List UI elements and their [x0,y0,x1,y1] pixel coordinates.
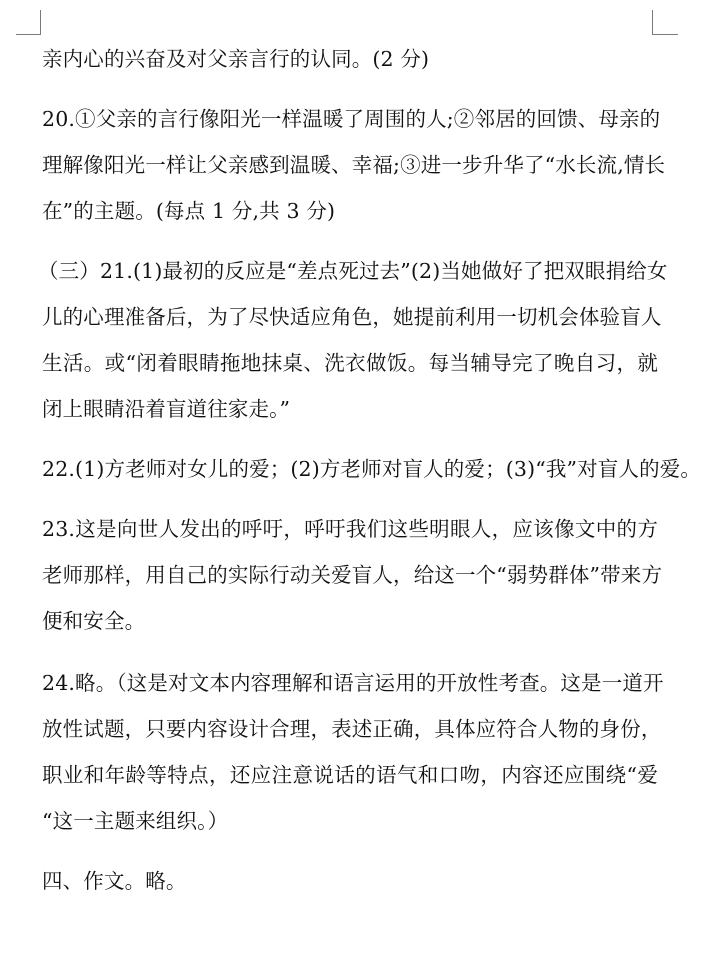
answer-line-5: （三）21.(1)最初的反应是“差点死过去”(2)当她做好了把双眼捐给女 [38,259,668,283]
answer-line-14: 放性试题，只要内容设计合理，表述正确，具体应符合人物的身份， [42,717,662,741]
answer-line-1: 亲内心的兴奋及对父亲言行的认同。(2 分) [42,47,430,71]
answer-line-16: “这一主题来组织。） [42,809,229,833]
answer-line-3: 理解像阳光一样让父亲感到温暖、幸福;③进一步升华了“水长流,情长 [42,153,666,177]
answer-line-12: 便和安全。 [42,609,146,633]
answer-line-7: 生活。或“闭着眼睛拖地抹桌、洗衣做饭。每当辅导完了晚自习，就 [42,351,658,375]
answer-line-11: 老师那样，用自己的实际行动关爱盲人，给这一个“弱势群体”带来方 [42,563,663,587]
crop-mark-top-left-vertical [40,10,41,34]
answer-line-17: 四、作文。略。 [42,869,187,893]
answer-line-8: 闭上眼睛沿着盲道往家走。” [42,397,291,421]
crop-mark-top-right-vertical [652,10,653,34]
crop-mark-top-right-horizontal [652,34,678,35]
answer-line-4: 在”的主题。(每点 1 分,共 3 分) [42,199,336,223]
answer-line-6: 儿的心理准备后，为了尽快适应角色，她提前利用一切机会体验盲人 [42,305,662,329]
crop-mark-top-left-horizontal [16,34,41,35]
answer-line-2: 20.①父亲的言行像阳光一样温暖了周围的人;②邻居的回馈、母亲的 [42,107,661,131]
answer-line-13: 24.略。（这是对文本内容理解和语言运用的开放性考查。这是一道开 [42,671,664,695]
answer-line-15: 职业和年龄等特点，还应注意说话的语气和口吻，内容还应围绕“爱 [42,763,658,787]
answer-line-10: 23.这是向世人发出的呼吁，呼吁我们这些明眼人，应该像文中的方 [42,517,658,541]
answer-line-9: 22.(1)方老师对女儿的爱；(2)方老师对盲人的爱；(3)“我”对盲人的爱。 [42,457,702,481]
